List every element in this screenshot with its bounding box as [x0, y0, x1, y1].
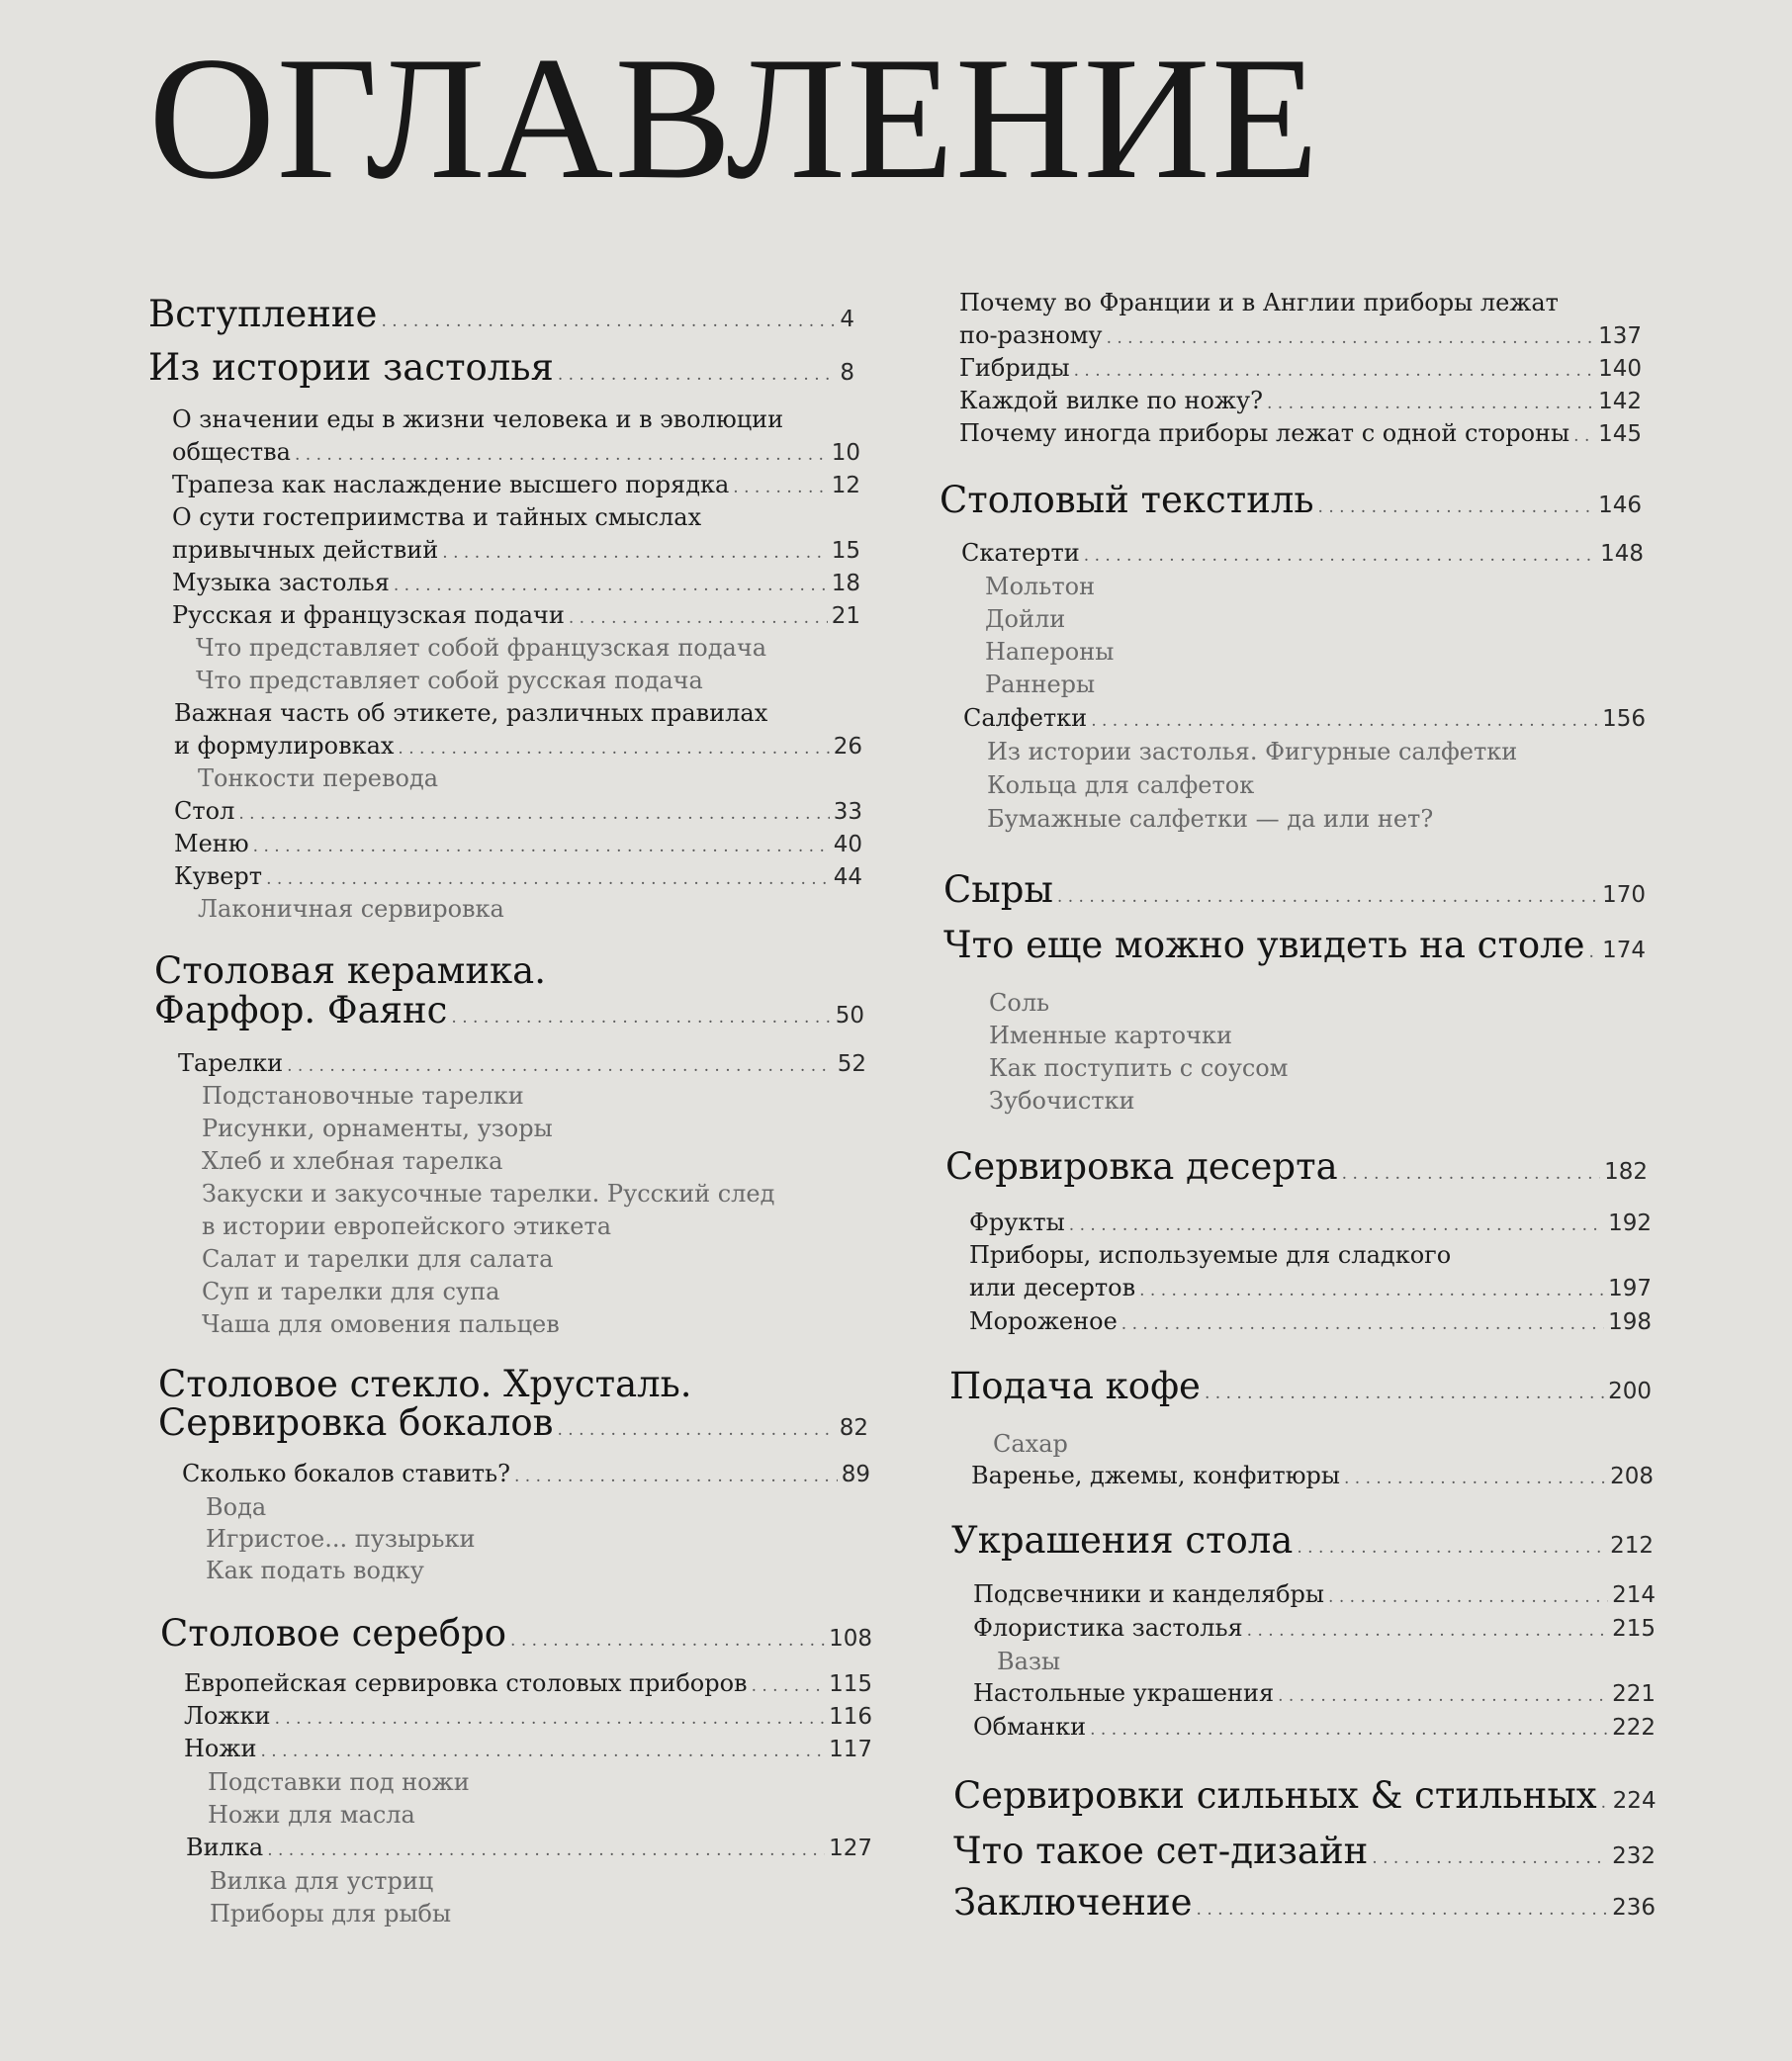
toc-subentry[interactable]: [989, 989, 1049, 1017]
toc-entry-line: О значении еды в жизни человека и в эволюции: [172, 405, 784, 433]
page-number: 198: [1608, 1309, 1652, 1335]
toc-chapter-line: Столовое стекло. Хрусталь.: [158, 1363, 692, 1405]
dot-leader: [1372, 1848, 1608, 1868]
toc-subentry[interactable]: [196, 667, 703, 694]
toc-title: Сервировка бокалов: [158, 1401, 554, 1444]
page-number: 12: [831, 473, 860, 498]
page-number: 89: [841, 1462, 870, 1487]
toc-title: Столовый текстиль: [940, 479, 1314, 521]
dot-leader: [1197, 1900, 1609, 1920]
toc-title: Чаша для омовения пальцев: [202, 1310, 560, 1338]
dot-leader: [1084, 546, 1596, 566]
dot-leader: [569, 608, 828, 628]
toc-title: Как подать водку: [206, 1557, 424, 1584]
toc-chapter[interactable]: [160, 1612, 872, 1655]
dot-leader: [1278, 1686, 1608, 1706]
toc-entry[interactable]: [174, 862, 862, 890]
dot-leader: [1601, 1793, 1609, 1813]
page-number: 208: [1610, 1464, 1654, 1489]
toc-title: Из истории застолья: [148, 346, 554, 389]
toc-title: Сколько бокалов ставить?: [182, 1460, 510, 1487]
toc-chapter[interactable]: [154, 989, 864, 1031]
page-number: 192: [1608, 1210, 1652, 1236]
page-number: 215: [1612, 1616, 1656, 1642]
toc-chapter[interactable]: [945, 1145, 1648, 1188]
toc-title: Ножи: [184, 1735, 257, 1762]
toc-title: Стол: [174, 797, 235, 825]
toc-title: или десертов: [969, 1274, 1136, 1301]
toc-title: Украшения стола: [951, 1519, 1294, 1562]
page-number: 232: [1612, 1843, 1656, 1869]
page-title: ОГЛАВЛЕНИЕ: [148, 20, 1320, 216]
toc-title: Сахар: [993, 1430, 1068, 1458]
dot-leader: [394, 576, 828, 595]
toc-title: Приборы для рыбы: [210, 1900, 452, 1927]
toc-chapter[interactable]: [158, 1401, 868, 1444]
toc-subentry[interactable]: [202, 1212, 611, 1240]
toc-title: Почему иногда приборы лежат с одной стороны: [959, 419, 1570, 447]
toc-title: Вода: [206, 1493, 267, 1521]
toc-title: Гибриды: [959, 354, 1070, 382]
toc-title: Из истории застолья. Фигурные салфетки: [987, 738, 1518, 765]
page-number: 142: [1598, 389, 1642, 414]
toc-subentry[interactable]: [985, 605, 1065, 633]
dot-leader: [1139, 1281, 1604, 1300]
page-number: 33: [833, 799, 862, 825]
toc-entry-line: Почему во Франции и в Англии приборы лежат: [959, 289, 1559, 316]
toc-title: Зубочистки: [989, 1087, 1135, 1115]
toc-subentry[interactable]: [987, 771, 1254, 799]
page-number: 212: [1610, 1533, 1654, 1559]
toc-title: Подставки под ножи: [208, 1768, 470, 1796]
dot-leader: [267, 1840, 825, 1860]
toc-subentry[interactable]: [206, 1493, 266, 1521]
toc-entry[interactable]: [969, 1274, 1652, 1301]
toc-title: по-разному: [959, 321, 1103, 349]
toc-entry[interactable]: [184, 1702, 872, 1730]
toc-title: Скатерти: [961, 539, 1080, 567]
toc-title: Подстановочные тарелки: [202, 1082, 524, 1110]
toc-entry[interactable]: [172, 569, 860, 596]
dot-leader: [1205, 1384, 1604, 1403]
toc-subentry[interactable]: [202, 1310, 560, 1338]
dot-leader: [442, 543, 827, 563]
dot-leader: [1091, 711, 1598, 731]
toc-title: Русская и французская подачи: [172, 601, 565, 629]
dot-leader: [1069, 1215, 1604, 1235]
toc-subentry[interactable]: [985, 638, 1114, 666]
toc-entry[interactable]: [178, 1049, 866, 1077]
page-number: 21: [831, 603, 860, 629]
toc-title: общества: [172, 438, 291, 466]
toc-title: Флористика застолья: [973, 1614, 1243, 1642]
dot-leader: [275, 1709, 826, 1729]
dot-leader: [1247, 1621, 1608, 1641]
page-number: 82: [839, 1415, 868, 1441]
toc-subentry[interactable]: [985, 671, 1095, 698]
toc-title: Именные карточки: [989, 1022, 1232, 1049]
page-number: 4: [840, 307, 854, 332]
dot-leader: [1074, 361, 1595, 381]
toc-title: Столовое серебро: [160, 1612, 507, 1655]
page-number: 117: [829, 1737, 872, 1762]
toc-title: Что представляет собой русская подача: [196, 667, 703, 694]
dot-leader: [1107, 328, 1595, 348]
toc-chapter[interactable]: [949, 1365, 1652, 1407]
dot-leader: [266, 869, 830, 889]
toc-chapter[interactable]: [148, 293, 854, 335]
toc-subentry[interactable]: [206, 1557, 424, 1584]
page-number: 140: [1598, 356, 1642, 382]
page-number: 50: [835, 1003, 864, 1029]
page-number: 224: [1612, 1788, 1657, 1814]
toc-title: Куверт: [174, 862, 263, 890]
toc-entry[interactable]: [182, 1460, 870, 1487]
toc-title: Соль: [989, 989, 1050, 1017]
toc-subentry[interactable]: [208, 1768, 470, 1796]
toc-entry[interactable]: [973, 1679, 1656, 1707]
page-number: 115: [829, 1671, 872, 1697]
toc-chapter[interactable]: [943, 868, 1646, 911]
toc-chapter[interactable]: [953, 1774, 1656, 1817]
toc-entry-line: Важная часть об этикете, различных правилах: [174, 699, 768, 727]
toc-subentry[interactable]: [987, 738, 1517, 765]
toc-entry[interactable]: [174, 830, 862, 857]
toc-entry[interactable]: [184, 1735, 872, 1762]
dot-leader: [287, 1056, 834, 1076]
toc-title: Вилка для устриц: [210, 1867, 434, 1895]
toc-entry[interactable]: [973, 1614, 1656, 1642]
toc-entry[interactable]: [172, 438, 860, 466]
page-number: 40: [833, 832, 862, 857]
toc-subentry[interactable]: [196, 634, 766, 662]
toc-title: Обманки: [973, 1713, 1087, 1741]
toc-entry-line: О сути гостеприимства и тайных смыслах: [172, 503, 702, 531]
toc-title: Салат и тарелки для салата: [202, 1245, 554, 1273]
dot-leader: [514, 1467, 838, 1486]
toc-entry[interactable]: [959, 387, 1642, 414]
dot-leader: [398, 739, 829, 759]
toc-entry[interactable]: [963, 704, 1646, 732]
toc-title: Фарфор. Фаянс: [154, 989, 448, 1031]
page-number: 137: [1598, 323, 1642, 349]
toc-subentry[interactable]: [989, 1022, 1232, 1049]
toc-subentry[interactable]: [202, 1278, 499, 1305]
dot-leader: [1344, 1469, 1606, 1488]
toc-title: Что еще можно увидеть на столе: [943, 924, 1585, 966]
dot-leader: [238, 804, 829, 824]
toc-title: Ложки: [184, 1702, 271, 1730]
toc-entry[interactable]: [186, 1834, 872, 1861]
dot-leader: [1573, 426, 1594, 446]
toc-subentry[interactable]: [198, 895, 504, 923]
dot-leader: [1297, 1538, 1606, 1558]
page-number: 108: [829, 1626, 872, 1652]
page-number: 200: [1608, 1379, 1652, 1404]
toc-chapter[interactable]: [953, 1830, 1656, 1872]
toc-title: Кольца для салфеток: [987, 771, 1255, 799]
toc-entry[interactable]: [172, 536, 860, 564]
toc-title: Фрукты: [969, 1209, 1065, 1236]
toc-title: Что такое сет-дизайн: [953, 1830, 1369, 1872]
toc-subentry[interactable]: [208, 1801, 415, 1829]
page-number: 197: [1608, 1276, 1652, 1301]
toc-title: Дойли: [985, 605, 1066, 633]
toc-subentry[interactable]: [210, 1900, 451, 1927]
dot-leader: [260, 1742, 825, 1761]
toc-title: Трапеза как наслаждение высшего порядка: [172, 471, 730, 498]
toc-entry-line: Приборы, используемые для сладкого: [969, 1241, 1452, 1269]
toc-title: Тонкости перевода: [198, 764, 439, 792]
toc-title: Рисунки, орнаменты, узоры: [202, 1115, 553, 1142]
toc-chapter-line: Столовая керамика.: [154, 949, 546, 992]
toc-title: Закуски и закусочные тарелки. Русский след: [202, 1180, 775, 1208]
page-number: 52: [837, 1051, 866, 1077]
toc-title: Сервировка десерта: [945, 1145, 1338, 1188]
toc-title: Подача кофе: [949, 1365, 1201, 1407]
toc-title: Напероны: [985, 638, 1115, 666]
page-number: 26: [833, 734, 862, 760]
toc-title: Музыка застолья: [172, 569, 390, 596]
toc-subentry[interactable]: [202, 1180, 774, 1208]
toc-title: Европейская сервировка столовых приборов: [184, 1669, 748, 1697]
toc-entry[interactable]: [959, 354, 1642, 382]
dot-leader: [295, 445, 828, 465]
page-number: 156: [1602, 706, 1646, 732]
page-number: 214: [1612, 1582, 1656, 1608]
toc-title: Хлеб и хлебная тарелка: [202, 1147, 503, 1175]
dot-leader: [1057, 887, 1598, 907]
toc-title: Варенье, джемы, конфитюры: [971, 1462, 1340, 1489]
toc-title: Вступление: [148, 293, 378, 335]
toc-subentry[interactable]: [987, 805, 1433, 833]
page-number: 116: [829, 1704, 872, 1730]
toc-title: Раннеры: [985, 671, 1096, 698]
dot-leader: [381, 312, 836, 331]
page-number: 10: [831, 440, 860, 466]
toc-title: Сыры: [943, 868, 1053, 911]
toc-entry[interactable]: [172, 601, 860, 629]
toc-title: Ножи для масла: [208, 1801, 415, 1829]
dot-leader: [451, 1008, 831, 1028]
dot-leader: [733, 478, 827, 497]
toc-title: привычных действий: [172, 536, 439, 564]
dot-leader: [1328, 1587, 1608, 1607]
toc-title: и формулировках: [174, 732, 395, 760]
toc-title: Бумажные салфетки — да или нет?: [987, 805, 1434, 833]
toc-subentry[interactable]: [993, 1430, 1068, 1458]
toc-title: в истории европейского этикета: [202, 1212, 612, 1240]
toc-title: Настольные украшения: [973, 1679, 1275, 1707]
toc-title: Салфетки: [963, 704, 1088, 732]
page-number: 182: [1604, 1159, 1648, 1185]
toc-title: Вилка: [186, 1834, 264, 1861]
toc-entry[interactable]: [961, 539, 1644, 567]
toc-title: Вазы: [997, 1648, 1061, 1675]
page-number: 145: [1598, 421, 1642, 447]
toc-title: Что представляет собой французская подача: [196, 634, 767, 662]
toc-chapter[interactable]: [943, 924, 1646, 966]
toc-entry[interactable]: [969, 1307, 1652, 1335]
toc-title: Меню: [174, 830, 249, 857]
toc-title: Мольтон: [985, 573, 1096, 600]
toc-entry[interactable]: [184, 1669, 872, 1697]
toc-subentry[interactable]: [997, 1648, 1060, 1675]
toc-subentry[interactable]: [202, 1115, 553, 1142]
page-number: 148: [1600, 541, 1644, 567]
toc-title: Лаконичная сервировка: [198, 895, 504, 923]
page-number: 222: [1612, 1715, 1656, 1741]
page-number: 127: [829, 1836, 872, 1861]
page-number: 174: [1602, 938, 1646, 963]
dot-leader: [1267, 394, 1594, 413]
toc-subentry[interactable]: [202, 1082, 524, 1110]
toc-subentry[interactable]: [202, 1245, 553, 1273]
page-number: 236: [1612, 1895, 1656, 1921]
dot-leader: [253, 837, 830, 856]
page-number: 221: [1612, 1681, 1656, 1707]
toc-title: Каждой вилке по ножу?: [959, 387, 1263, 414]
toc-entry[interactable]: [172, 471, 860, 498]
toc-entry[interactable]: [174, 797, 862, 825]
toc-subentry[interactable]: [210, 1867, 433, 1895]
page-number: 170: [1602, 882, 1646, 908]
toc-entry[interactable]: [969, 1209, 1652, 1236]
toc-subentry[interactable]: [989, 1087, 1135, 1115]
dot-leader: [557, 1420, 835, 1440]
toc-chapter[interactable]: [940, 479, 1642, 521]
toc-subentry[interactable]: [985, 573, 1095, 600]
page-number: 15: [831, 538, 860, 564]
toc-entry[interactable]: [973, 1713, 1656, 1741]
toc-title: Мороженое: [969, 1307, 1118, 1335]
dot-leader: [1342, 1164, 1600, 1184]
dot-leader: [1090, 1720, 1608, 1740]
page-number: 44: [833, 864, 862, 890]
dot-leader: [752, 1676, 826, 1696]
toc-entry[interactable]: [973, 1580, 1656, 1608]
toc-title: Как поступить с соусом: [989, 1054, 1289, 1082]
dot-leader: [510, 1631, 825, 1651]
toc-subentry[interactable]: [198, 764, 438, 792]
toc-title: Заключение: [953, 1881, 1193, 1924]
toc-entry[interactable]: [959, 419, 1642, 447]
toc-title: Тарелки: [178, 1049, 284, 1077]
toc-entry[interactable]: [174, 732, 862, 760]
toc-chapter[interactable]: [951, 1519, 1654, 1562]
toc-entry[interactable]: [959, 321, 1642, 349]
toc-title: Игристое... пузырьки: [206, 1525, 476, 1553]
dot-leader: [1318, 497, 1595, 517]
page-number: 146: [1598, 493, 1642, 518]
page-number: 8: [840, 360, 854, 386]
page-number: 18: [831, 571, 860, 596]
toc-title: Подсвечники и канделябры: [973, 1580, 1325, 1608]
toc-subentry[interactable]: [202, 1147, 502, 1175]
toc-title: Суп и тарелки для супа: [202, 1278, 500, 1305]
toc-chapter[interactable]: [953, 1881, 1656, 1924]
toc-entry[interactable]: [971, 1462, 1654, 1489]
toc-title: Сервировки сильных & стильных: [953, 1774, 1597, 1817]
dot-leader: [558, 365, 837, 385]
toc-chapter[interactable]: [148, 346, 854, 389]
toc-subentry[interactable]: [206, 1525, 475, 1553]
dot-leader: [1121, 1314, 1604, 1334]
toc-subentry[interactable]: [989, 1054, 1288, 1082]
dot-leader: [1589, 942, 1599, 962]
